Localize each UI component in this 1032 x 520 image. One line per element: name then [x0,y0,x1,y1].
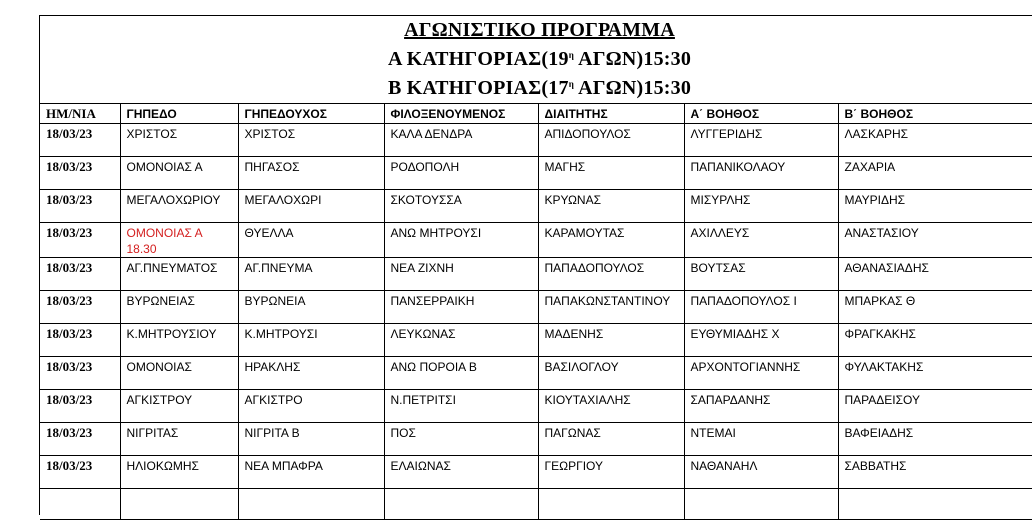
assistant-a-cell: ΒΟΥΤΣΑΣ [684,258,838,291]
away-team-cell: ΣΚΟΤΟΥΣΣΑ [384,190,538,223]
venue-cell [120,223,238,258]
empty-cell [238,489,384,520]
assistant-b-cell: ΑΝΑΣΤΑΣΙΟΥ [838,223,1032,258]
home-team-cell: ΧΡΙΣΤΟΣ [238,124,384,157]
table-row [40,456,1032,489]
venue-cell: ΟΜΟΝΟΙΑΣ [120,357,238,390]
away-team-cell: ΡΟΔΟΠΟΛΗ [384,157,538,190]
away-team-cell: ΝΕΑ ΖΙΧΝΗ [384,258,538,291]
header-row [40,104,1032,124]
home-team-cell: ΑΓΚΙΣΤΡΟ [238,390,384,423]
home-team-cell: ΜΕΓΑΛΟΧΩΡΙ [238,190,384,223]
home-team-cell: ΝΙΓΡΙΤΑ Β [238,423,384,456]
referee-cell: ΠΑΠΑΚΩΝΣΤΑΝΤΙΝΟΥ [538,291,684,324]
empty-cell [538,489,684,520]
assistant-b-cell: ΣΑΒΒΑΤΗΣ [838,456,1032,489]
column-header-home-team: ΓΗΠΕΔΟΥΧΟΣ [238,104,384,124]
table-row [40,423,1032,456]
home-team-cell: ΠΗΓΑΣΟΣ [238,157,384,190]
column-header-assistant-b: Β΄ ΒΟΗΘΟΣ [838,104,1032,124]
date-cell: 18/03/23 [40,190,120,223]
empty-cell [684,489,838,520]
table-row [40,124,1032,157]
category-b-line: Β $KATH\Gamma OPIA\Sigma(17^\eta$ ΑΓΩΝ)15:30 [387,77,692,99]
table-row [40,223,1032,258]
assistant-a-cell: ΑΧΙΛΛΕΥΣ [684,223,838,258]
away-team-cell: ΑΝΩ ΜΗΤΡΟΥΣΙ [384,223,538,258]
home-team-cell: ΒΥΡΩΝΕΙΑ [238,291,384,324]
assistant-a-cell: ΠΑΠΑΝΙΚΟΛΑΟΥ [684,157,838,190]
venue-cell: ΗΛΙΟΚΩΜΗΣ [120,456,238,489]
date-cell: 18/03/23 [40,390,120,423]
assistant-a-cell: ΝΤΕΜΑΙ [684,423,838,456]
referee-cell: ΠΑΓΩΝΑΣ [538,423,684,456]
column-header-date: ΗΜ/ΝΙΑ [40,104,120,124]
date-cell: 18/03/23 [40,423,120,456]
referee-cell: ΜΑΓΗΣ [538,157,684,190]
away-team-cell: ΑΝΩ ΠΟΡΟΙΑ Β [384,357,538,390]
assistant-b-cell: ΛΑΣΚΑΡΗΣ [838,124,1032,157]
empty-cell [838,489,1032,520]
date-cell: 18/03/23 [40,124,120,157]
venue-cell: ΑΓΚΙΣΤΡΟΥ [120,390,238,423]
table-row [40,291,1032,324]
title-block [40,16,1032,104]
assistant-a-cell: ΠΑΠΑΔΟΠΟΥΛΟΣ Ι [684,291,838,324]
referee-cell: ΓΕΩΡΓΙΟΥ [538,456,684,489]
empty-cell [384,489,538,520]
home-team-cell: ΝΕΑ ΜΠΑΦΡΑ [238,456,384,489]
empty-cell [40,489,120,520]
assistant-b-cell: ΜΑΥΡΙΔΗΣ [838,190,1032,223]
table-row [40,357,1032,390]
assistant-b-cell: ΦΥΛΑΚΤΑΚΗΣ [838,357,1032,390]
date-cell: 18/03/23 [40,223,120,258]
referee-cell: ΑΠΙΔΟΠΟΥΛΟΣ [538,124,684,157]
venue-time: 18.30 [126,242,157,256]
venue-cell: ΑΓ.ΠΝΕΥΜΑΤΟΣ [120,258,238,291]
assistant-a-cell: ΕΥΘΥΜΙΑΔΗΣ Χ [684,324,838,357]
venue-cell: ΜΕΓΑΛΟΧΩΡΙΟΥ [120,190,238,223]
home-team-cell: Κ.ΜΗΤΡΟΥΣΙ [238,324,384,357]
referee-cell: ΚΑΡΑΜΟΥΤΑΣ [538,223,684,258]
away-team-cell: ΚΑΛΑ ΔΕΝΔΡΑ [384,124,538,157]
page-title: ΑΓΩΝΙΣΤΙΚΟ ΠΡΟΓΡΑΜΜΑ [404,19,675,41]
table-row [40,258,1032,291]
assistant-b-cell: ΖΑΧΑΡΙΑ [838,157,1032,190]
schedule-table [40,104,1032,520]
category-a-line: Α $KATH\Gamma OPIA\Sigma(19^\eta$ ΑΓΩΝ)15:30 [387,48,692,70]
home-team-cell: ΘΥΕΛΛΑ [238,223,384,258]
column-header-assistant-a: Α΄ ΒΟΗΘΟΣ [684,104,838,124]
table-row [40,157,1032,190]
empty-cell [120,489,238,520]
column-header-away-team: ΦΙΛΟΞΕΝΟΥΜΕΝΟΣ [384,104,538,124]
assistant-b-cell: ΦΡΑΓΚΑΚΗΣ [838,324,1032,357]
column-header-venue: ΓΗΠΕΔΟ [120,104,238,124]
venue-cell: ΒΥΡΩΝΕΙΑΣ [120,291,238,324]
table-row [40,390,1032,423]
date-cell: 18/03/23 [40,258,120,291]
assistant-b-cell: ΒΑΦΕΙΑΔΗΣ [838,423,1032,456]
assistant-a-cell: ΑΡΧΟΝΤΟΓΙΑΝΝΗΣ [684,357,838,390]
away-team-cell: ΠΟΣ [384,423,538,456]
assistant-a-cell: ΝΑΘΑΝΑΗΛ [684,456,838,489]
date-cell: 18/03/23 [40,157,120,190]
away-team-cell: ΠΑΝΣΕΡΡΑΙΚΗ [384,291,538,324]
column-header-referee: ΔΙΑΙΤΗΤΗΣ [538,104,684,124]
home-team-cell: ΑΓ.ΠΝΕΥΜΑ [238,258,384,291]
venue-cell: Κ.ΜΗΤΡΟΥΣΙΟΥ [120,324,238,357]
venue-cell: ΝΙΓΡΙΤΑΣ [120,423,238,456]
referee-cell: ΒΑΣΙΛΟΓΛΟΥ [538,357,684,390]
referee-cell: ΠΑΠΑΔΟΠΟΥΛΟΣ [538,258,684,291]
referee-cell: ΚΡΥΩΝΑΣ [538,190,684,223]
assistant-a-cell: ΜΙΣΥΡΛΗΣ [684,190,838,223]
assistant-a-cell: ΣΑΠΑΡΔΑΝΗΣ [684,390,838,423]
date-cell: 18/03/23 [40,357,120,390]
schedule-sheet [39,15,1032,515]
assistant-b-cell: ΠΑΡΑΔΕΙΣΟΥ [838,390,1032,423]
date-cell: 18/03/23 [40,324,120,357]
away-team-cell: ΛΕΥΚΩΝΑΣ [384,324,538,357]
venue-cell: ΟΜΟΝΟΙΑΣ Α [120,157,238,190]
assistant-b-cell: ΑΘΑΝΑΣΙΑΔΗΣ [838,258,1032,291]
referee-cell: ΜΑΔΕΝΗΣ [538,324,684,357]
away-team-cell: ΕΛΑΙΩΝΑΣ [384,456,538,489]
away-team-cell: Ν.ΠΕΤΡΙΤΣΙ [384,390,538,423]
venue-line-1: ΟΜΟΝΟΙΑΣ Α [126,226,203,240]
empty-row [40,489,1032,520]
table-row [40,324,1032,357]
date-cell: 18/03/23 [40,456,120,489]
assistant-a-cell: ΛΥΓΓΕΡΙΔΗΣ [684,124,838,157]
table-body [40,124,1032,520]
date-cell: 18/03/23 [40,291,120,324]
assistant-b-cell: ΜΠΑΡΚΑΣ Θ [838,291,1032,324]
home-team-cell: ΗΡΑΚΛΗΣ [238,357,384,390]
venue-cell: ΧΡΙΣΤΟΣ [120,124,238,157]
table-row [40,190,1032,223]
referee-cell: ΚΙΟΥΤΑΧΙΑΛΗΣ [538,390,684,423]
